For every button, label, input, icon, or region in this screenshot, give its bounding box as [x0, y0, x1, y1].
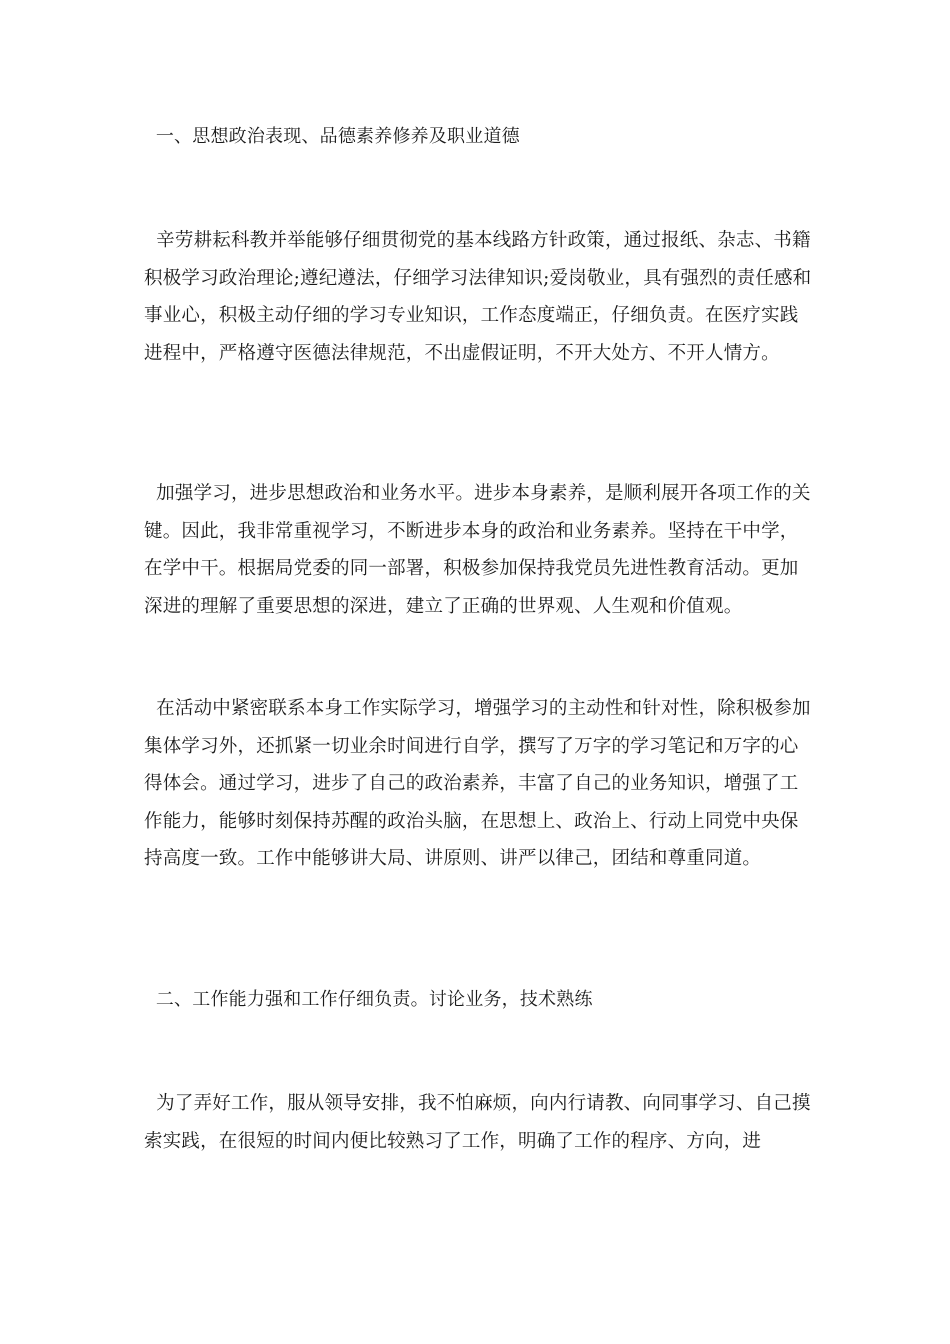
- paragraph-4: 为了弄好工作，服从领导安排，我不怕麻烦，向内行请教、向同事学习、自己摸索实践，在很短的时间内便比较熟习了工作，明确了工作的程序、方向，进: [144, 1093, 811, 1152]
- paragraph-2: 加强学习，进步思想政治和业务水平。进步本身素养，是顺利展开各项工作的关键。因此，我非常重视学习，不断进步本身的政治和业务素养。坚持在干中学，在学中干。根据局党委的同一部署，积极参加保持我党员先进性教育活动。更加深进的理解了重要思想的深进，建立了正确的世界观、人生观和价值观。: [144, 483, 811, 617]
- paragraph-1: 辛劳耕耘科教并举能够仔细贯彻党的基本线路方针政策，通过报纸、杂志、书籍积极学习政治理论;遵纪遵法，仔细学习法律知识;爱岗敬业，具有强烈的责任感和事业心，积极主动仔细的学习专业知识，工作态度端正，仔细负责。在医疗实践进程中，严格遵守医德法律规范，不出虚假证明，不开大处方、不开人情方。: [144, 230, 812, 364]
- section-2-heading: 二、工作能力强和工作仔细负责。讨论业务，技术熟练: [144, 989, 593, 1010]
- section-1-heading: 一、思想政治表现、品德素养修养及职业道德: [144, 126, 520, 147]
- paragraph-3: 在活动中紧密联系本身工作实际学习，增强学习的主动性和针对性，除积极参加集体学习外，还抓紧一切业余时间进行自学，撰写了万字的学习笔记和万字的心得体会。通过学习，进步了自己的政治素养，丰富了自己的业务知识，增强了工作能力，能够时刻保持苏醒的政治头脑，在思想上、政治上、行动上同党中央保持高度一致。工作中能够讲大局、讲原则、讲严以律己，团结和尊重同道。: [144, 698, 811, 869]
